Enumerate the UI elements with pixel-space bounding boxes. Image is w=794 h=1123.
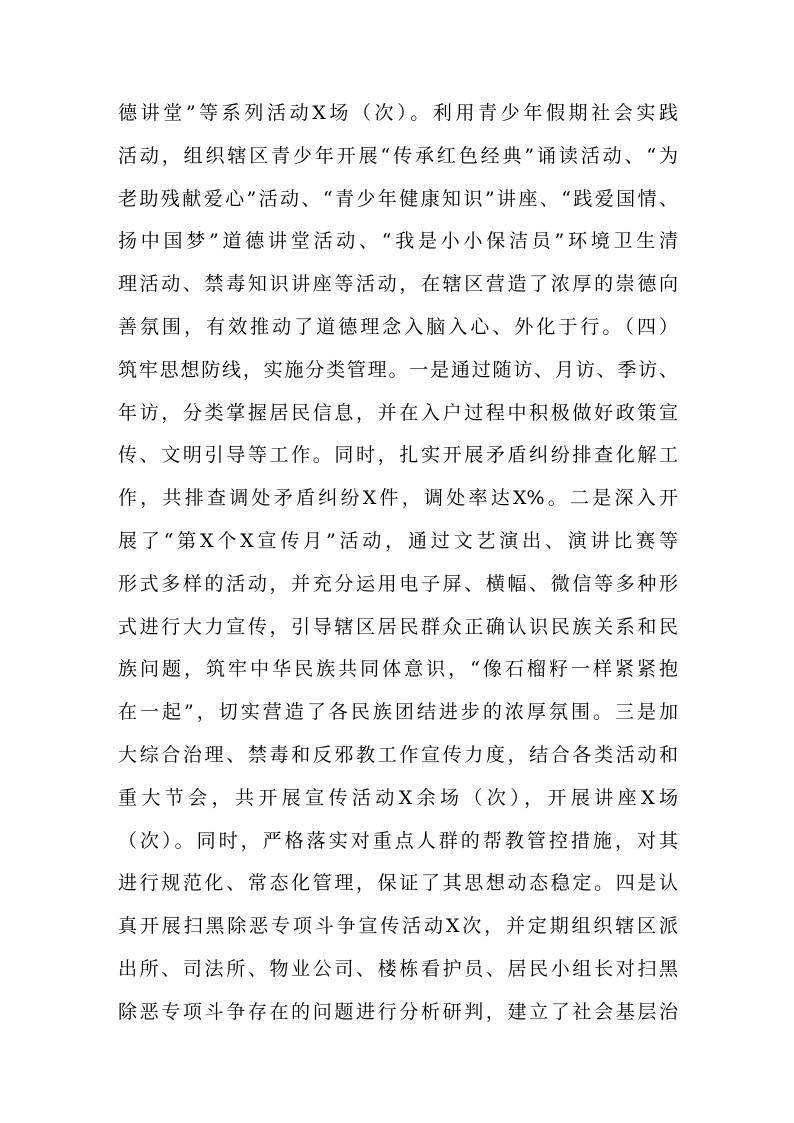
text-line: 族问题，筑牢中华民族共同体意识，“像石榴籽一样紧紧抱 (118, 658, 678, 681)
text-line: 除恶专项斗争存在的问题进行分析研判，建立了社会基层治 (118, 1000, 678, 1023)
text-line: 大综合治理、禁毒和反邪教工作宣传力度，结合各类活动和 (118, 743, 678, 766)
text-line: 式进行大力宣传，引导辖区居民群众正确认识民族关系和民 (118, 615, 678, 638)
text-line: 活动，组织辖区青少年开展“传承红色经典”诵读活动、“为 (118, 144, 678, 167)
text-line: 老助残献爱心”活动、“青少年健康知识”讲座、“践爱国情、 (118, 187, 678, 210)
text-line: 作，共排查调处矛盾纠纷X件，调处率达X%。二是深入开 (118, 487, 678, 510)
text-line: 理活动、禁毒知识讲座等活动，在辖区营造了浓厚的崇德向 (118, 273, 678, 296)
body-text (118, 92, 678, 1034)
text-line: 进行规范化、常态化管理，保证了其思想动态稳定。四是认 (118, 872, 678, 895)
text-line: 筑牢思想防线，实施分类管理。一是通过随访、月访、季访、 (118, 358, 678, 381)
text-line: 展了“第X个X宣传月”活动，通过文艺演出、演讲比赛等 (118, 529, 678, 552)
text-line: 形式多样的活动，并充分运用电子屏、横幅、微信等多种形 (118, 572, 678, 595)
text-line: 出所、司法所、物业公司、楼栋看护员、居民小组长对扫黑 (118, 957, 678, 980)
text-line: 在一起”，切实营造了各民族团结进步的浓厚氛围。三是加 (118, 701, 678, 724)
text-line: 善氛围，有效推动了道德理念入脑入心、外化于行。（四） (118, 315, 678, 338)
text-line: 德讲堂”等系列活动X场（次）。利用青少年假期社会实践 (118, 102, 678, 124)
text-line: 年访，分类掌握居民信息，并在入户过程中积极做好政策宣 (118, 401, 678, 424)
text-line: 重大节会，共开展宣传活动X余场（次），开展讲座X场 (118, 786, 678, 809)
text-line: 真开展扫黑除恶专项斗争宣传活动X次，并定期组织辖区派 (118, 915, 678, 938)
text-line: （次）。同时，严格落实对重点人群的帮教管控措施，对其 (118, 829, 678, 852)
text-line: 扬中国梦”道德讲堂活动、“我是小小保洁员”环境卫生清 (118, 230, 678, 253)
text-line: 传、文明引导等工作。同时，扎实开展矛盾纠纷排查化解工 (118, 444, 678, 467)
